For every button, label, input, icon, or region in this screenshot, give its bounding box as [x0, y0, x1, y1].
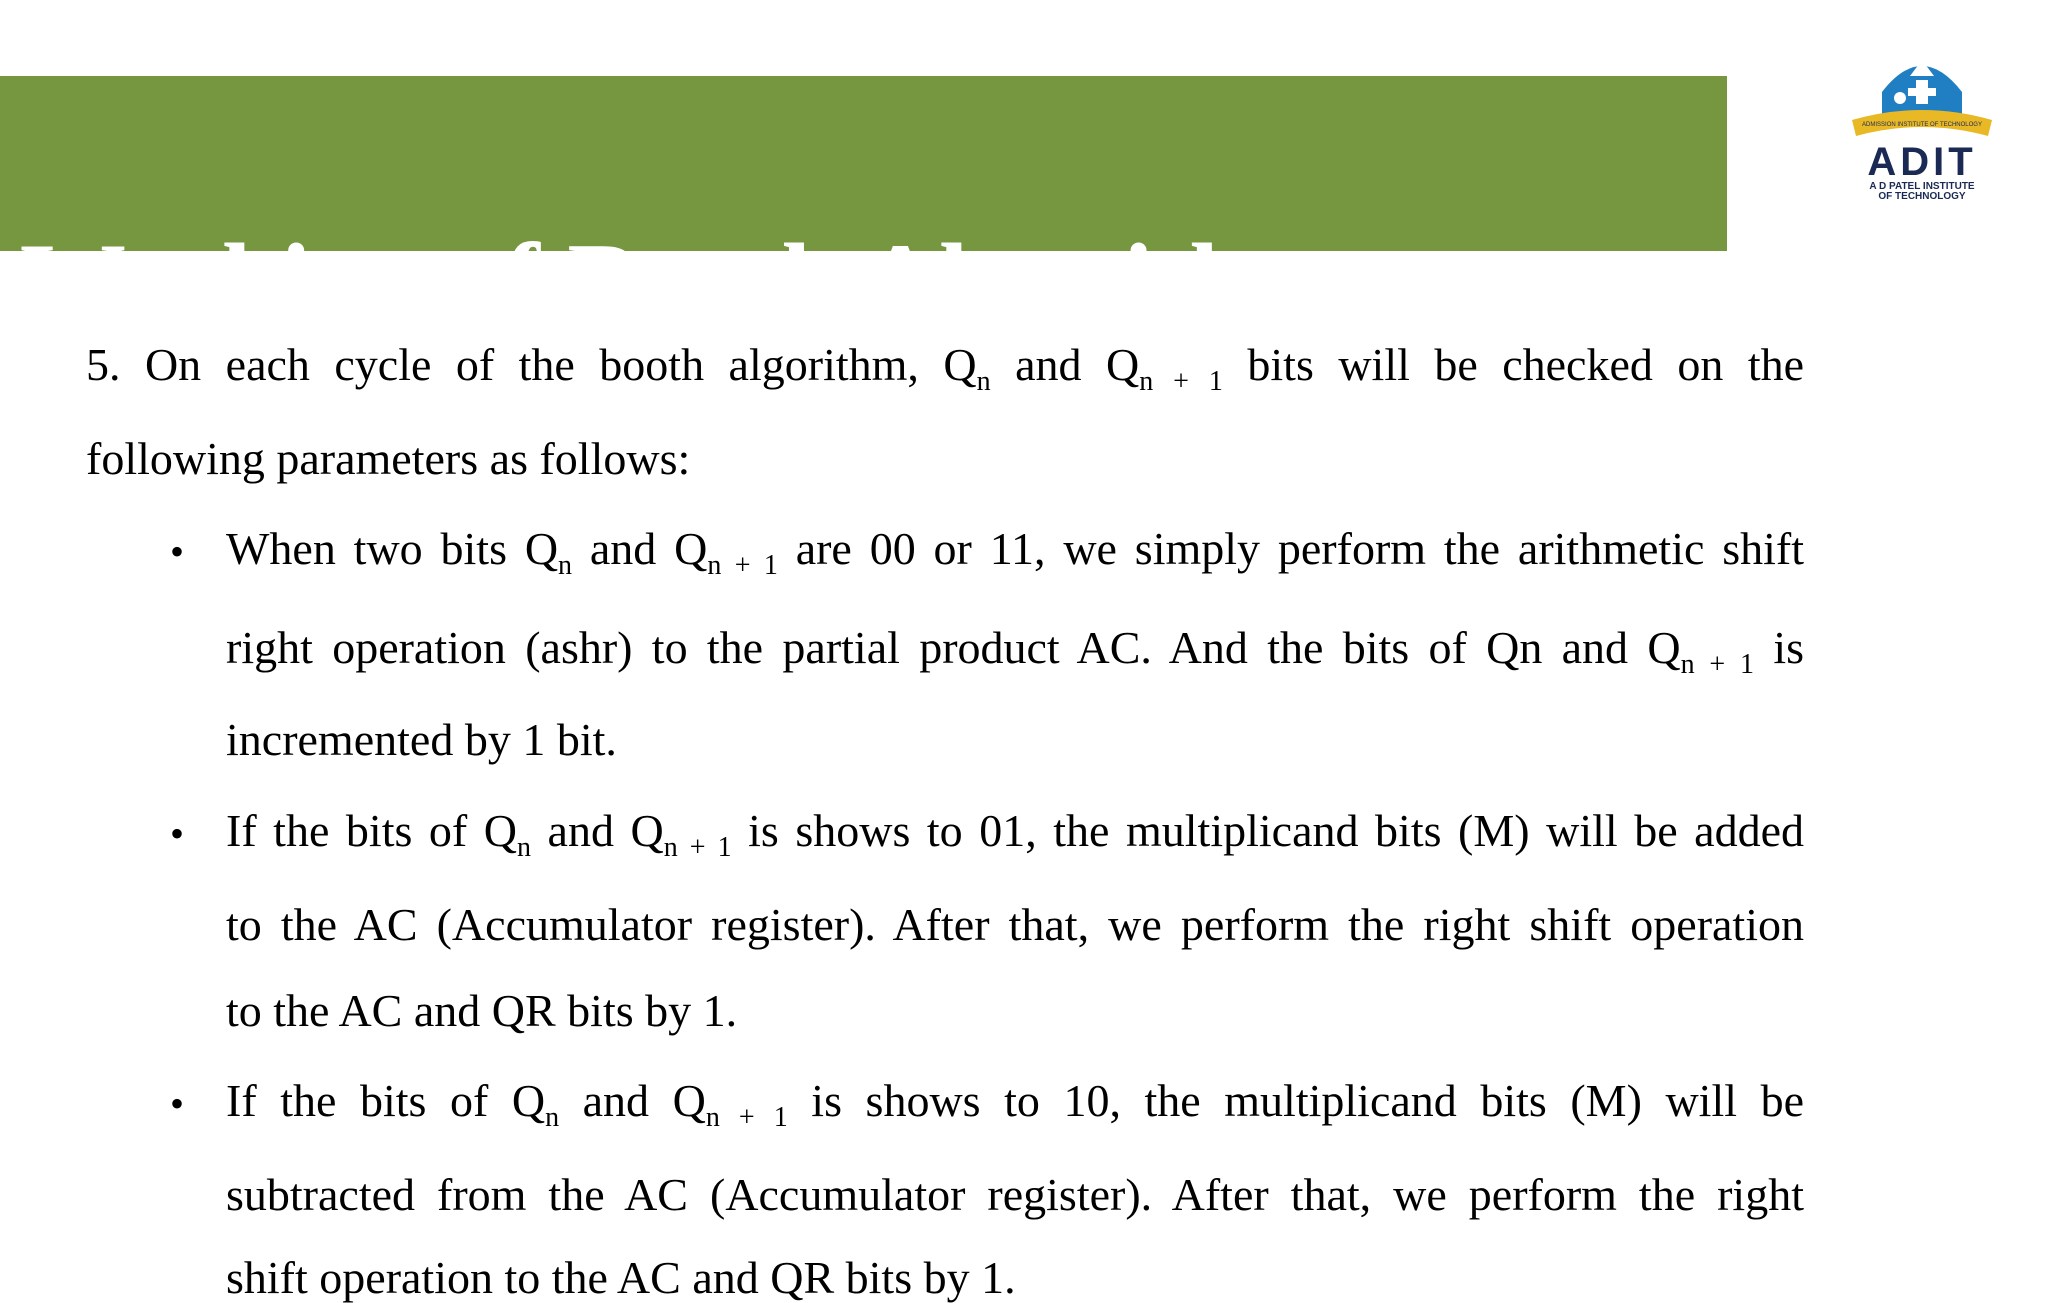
bullet-2-line-2: to the AC (Accumulator register). After that, we perform the right shift operation [226, 899, 1804, 950]
bullet-2-line-3: to the AC and QR bits by 1. [226, 985, 738, 1036]
logo-subtitle-1: A D PATEL INSTITUTE [1869, 181, 1975, 192]
intro-line-1: 5. On each cycle of the booth algorithm, $Q_n$ and $Q_{n + 1}$ bits will be checked on the [86, 339, 1805, 397]
bullet-1-line-1: When two bits $Q_n$ and $Q_{n + 1}$ are 00 or 11, we simply perform the arithmetic shift [226, 523, 1805, 581]
svg-text:ADMISSION INSTITUTE OF TECHNOL: ADMISSION INSTITUTE OF TECHNOLOGY [1862, 122, 1982, 128]
bullet-1-line-3: incremented by 1 bit. [226, 714, 617, 765]
bullet-3-line-2: subtracted from the AC (Accumulator register). After that, we perform the right [226, 1169, 1804, 1220]
title-banner [0, 76, 1727, 339]
logo-wordmark: ADIT [1867, 140, 1977, 184]
bullet-2-line-1: If the bits of $Q_n$ and $Q_{n + 1}$ is shows to 01, the multiplicand bits (M) will be added [226, 805, 1804, 863]
bullet-1-line-2: right operation (ashr) to the partial product AC. And the bits of Qn and $Q_{n + 1}$ is [226, 622, 1805, 680]
bullet-3-line-3: shift operation to the AC and QR bits by 1. [226, 1252, 1016, 1303]
bullet-icon: • [170, 811, 185, 856]
bullet-3-line-1: If the bits of $Q_n$ and $Q_{n + 1}$ is shows to 10, the multiplicand bits (M) will be [226, 1075, 1804, 1133]
intro-line-2: following parameters as follows: [86, 433, 691, 484]
slide-title: Working of Booth Algorithm [20, 222, 1338, 339]
logo-subtitle-2: OF TECHNOLOGY [1878, 191, 1966, 202]
bullet-icon: • [170, 1081, 185, 1126]
adit-logo [1838, 40, 2006, 200]
bullet-icon: • [170, 529, 185, 574]
